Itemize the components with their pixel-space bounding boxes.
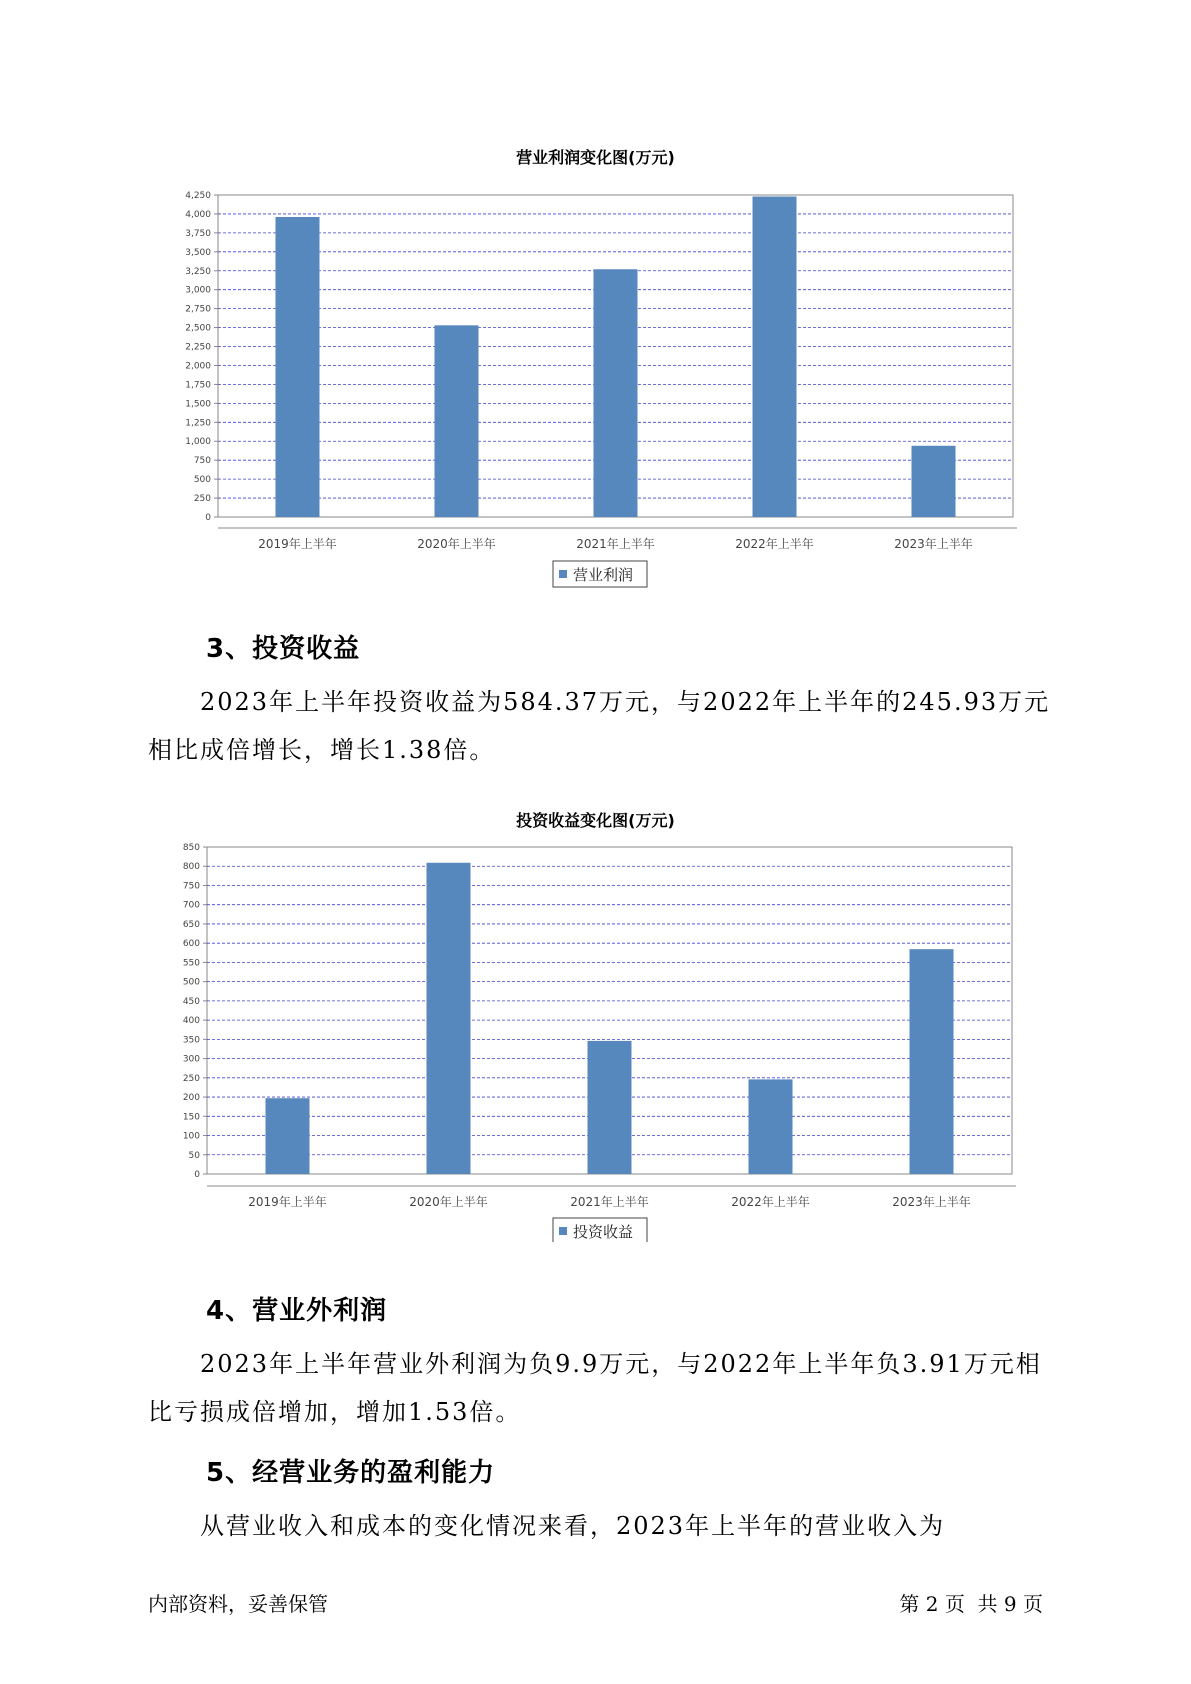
y-tick-label: 2,000 [185,361,211,372]
y-tick-label: 850 [182,843,200,853]
category-label: 2021年上半年 [576,537,655,551]
category-label: 2021年上半年 [570,1195,649,1209]
section-5-paragraph [148,1502,1068,1550]
y-tick-label: 300 [182,1054,200,1065]
legend-label: 投资收益 [573,1223,634,1241]
y-tick-label: 3,500 [185,247,211,258]
y-tick-label: 1,250 [185,418,211,429]
y-tick-label: 250 [182,1073,200,1084]
y-tick-label: 3,000 [185,285,211,296]
section-3-paragraph [148,678,1068,774]
category-label: 2020年上半年 [417,537,496,551]
category-label: 2022年上半年 [731,1195,810,1209]
footer-page-number: 第 2 页 共 9 页 [899,1592,1043,1616]
y-tick-label: 2,250 [185,342,211,353]
chart-legend [553,561,647,587]
investment-income-bar-chart [0,812,1191,1242]
y-tick-label: 50 [188,1150,200,1161]
y-tick-label: 2,500 [185,323,211,334]
y-tick-label: 500 [193,475,211,486]
y-tick-label: 750 [193,456,211,467]
legend-label: 营业利润 [573,566,634,584]
y-tick-label: 3,250 [185,266,211,277]
chart-title-investment-income: 投资收益变化图(万元) [516,811,675,830]
bar [912,446,956,517]
y-tick-label: 4,250 [185,191,211,201]
operating-profit-bar-chart [0,150,1191,600]
y-tick-label: 1,750 [185,380,211,391]
y-tick-label: 750 [182,881,200,892]
chart-title-operating-profit: 营业利润变化图(万元) [516,148,675,167]
y-tick-label: 100 [182,1131,200,1142]
section-4-paragraph [148,1340,1068,1436]
bar [910,949,954,1174]
y-tick-label: 0 [194,1170,200,1180]
bar [749,1079,793,1174]
bar [266,1098,310,1174]
y-tick-label: 450 [182,996,200,1007]
y-tick-label: 650 [182,919,200,930]
y-tick-label: 2,750 [185,304,211,315]
category-label: 2019年上半年 [258,537,337,551]
y-tick-label: 1,500 [185,399,211,410]
bar [276,217,320,517]
section-3-heading: 3、投资收益 [206,634,361,664]
y-tick-label: 400 [182,1016,200,1027]
y-tick-label: 4,000 [185,209,211,220]
section-4-heading: 4、营业外利润 [206,1296,388,1326]
section-3-line-2: 相比成倍增长，增长1.38倍。 [148,736,496,764]
y-tick-label: 800 [182,862,200,873]
y-tick-label: 0 [205,513,211,523]
category-label: 2023年上半年 [892,1195,971,1209]
y-tick-label: 150 [182,1112,200,1123]
bar [435,325,479,517]
y-tick-label: 350 [182,1035,200,1046]
bar [753,197,797,517]
bar [588,1041,632,1174]
section-4-line-2: 比亏损成倍增加，增加1.53倍。 [148,1398,522,1426]
footer-confidential-note: 内部资料，妥善保管 [148,1592,328,1616]
section-5-line-1: 从营业收入和成本的变化情况来看，2023年上半年的营业收入为 [200,1512,946,1540]
y-tick-label: 500 [182,977,200,988]
y-tick-label: 700 [182,900,200,911]
y-tick-label: 250 [193,494,211,505]
category-label: 2019年上半年 [248,1195,327,1209]
legend-swatch [559,1227,567,1235]
section-5-heading: 5、经营业务的盈利能力 [206,1458,496,1488]
y-tick-label: 600 [182,939,200,950]
bar [594,269,638,517]
category-label: 2023年上半年 [894,537,973,551]
y-tick-label: 200 [182,1093,200,1104]
chart-legend [553,1218,647,1242]
y-tick-label: 550 [182,958,200,969]
section-3-line-1: 2023年上半年投资收益为584.37万元，与2022年上半年的245.93万元 [200,688,1051,716]
section-4-line-1: 2023年上半年营业外利润为负9.9万元，与2022年上半年负3.91万元相 [200,1350,1042,1378]
y-tick-label: 3,750 [185,228,211,239]
category-label: 2020年上半年 [409,1195,488,1209]
y-tick-label: 1,000 [185,437,211,448]
legend-swatch [559,570,567,578]
category-label: 2022年上半年 [735,537,814,551]
bar [427,863,471,1174]
